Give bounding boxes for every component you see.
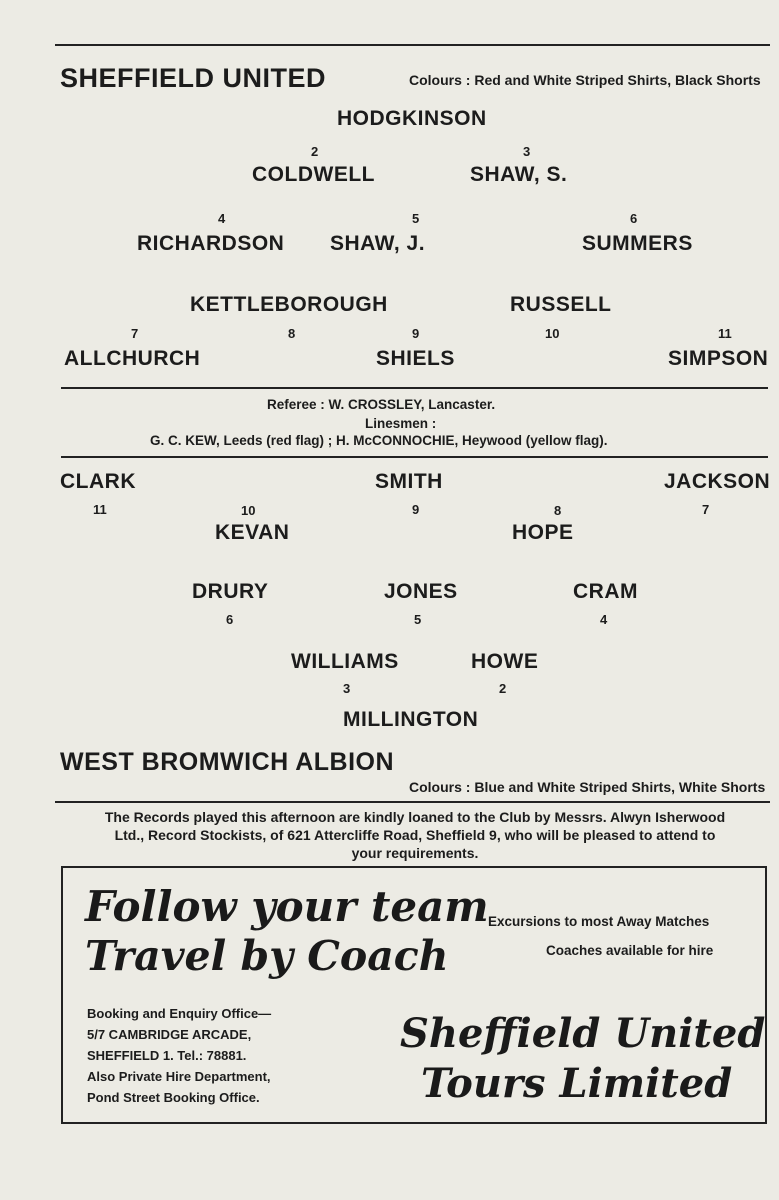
away-team-colours: Colours : Blue and White Striped Shirts, White Shorts	[409, 779, 766, 795]
records-note-line-3: your requirements.	[351, 845, 479, 861]
advert-company-2: Tours Limited	[421, 1060, 733, 1107]
address-line-5: Pond Street Booking Office.	[87, 1090, 260, 1105]
away-player-millington: MILLINGTON	[343, 708, 479, 731]
records-note-line-2: Ltd., Record Stockists, of 621 Attercliffe Road, Sheffield 9, who will be pleased to attend to	[114, 827, 716, 843]
home-number-11: 11	[718, 326, 732, 341]
home-player-9: SHIELS	[376, 347, 455, 370]
linesmen: G. C. KEW, Leeds (red flag) ; H. McCONNOCHIE, Heywood (yellow flag).	[150, 433, 608, 448]
home-player-8: KETTLEBOROUGH	[190, 293, 388, 316]
advert-excursions: Excursions to most Away Matches	[488, 914, 710, 929]
address-line-4: Also Private Hire Department,	[87, 1069, 271, 1084]
records-note-line-1: The Records played this afternoon are kindly loaned to the Club by Messrs. Alwyn Isherwood	[104, 809, 726, 825]
home-player-3: SHAW, S.	[470, 163, 568, 186]
home-player-10: RUSSELL	[510, 293, 612, 316]
away-player-jones: JONES	[384, 580, 458, 603]
home-number-8: 8	[288, 326, 296, 341]
advert-coaches: Coaches available for hire	[546, 943, 714, 958]
away-player-kevan: KEVAN	[215, 521, 290, 544]
home-team-colours: Colours : Red and White Striped Shirts, Black Shorts	[409, 72, 761, 88]
away-player-drury: DRURY	[192, 580, 269, 603]
home-player-4: RICHARDSON	[137, 232, 285, 255]
advert-headline-1: Follow your team	[85, 882, 489, 931]
home-player-1: HODGKINSON	[337, 107, 487, 130]
address-line-2: 5/7 CAMBRIDGE ARCADE,	[87, 1027, 252, 1042]
home-number-7: 7	[131, 326, 139, 341]
home-player-11: SIMPSON	[668, 347, 769, 370]
show-through-text	[400, 40, 760, 800]
away-player-clark: CLARK	[60, 470, 136, 493]
away-number-3: 3	[343, 681, 351, 696]
address-line-1: Booking and Enquiry Office—	[87, 1006, 272, 1021]
away-number-5: 5	[414, 612, 422, 627]
officials-top-divider	[61, 387, 768, 389]
away-player-smith: SMITH	[375, 470, 443, 493]
home-player-2: COLDWELL	[252, 163, 375, 186]
home-number-4: 4	[218, 211, 226, 226]
linesmen-label: Linesmen :	[365, 416, 437, 431]
home-number-10: 10	[545, 326, 560, 341]
away-number-11: 11	[93, 502, 107, 517]
away-player-williams: WILLIAMS	[291, 650, 399, 673]
away-number-9: 9	[412, 502, 420, 517]
advert-headline-2: Travel by Coach	[85, 932, 449, 980]
home-player-6: SUMMERS	[582, 232, 693, 255]
home-team-name: SHEFFIELD UNITED	[60, 63, 327, 93]
referee: Referee : W. CROSSLEY, Lancaster.	[267, 397, 496, 412]
top-divider	[55, 44, 770, 46]
records-note	[55, 808, 775, 862]
away-number-10: 10	[241, 503, 256, 518]
away-number-8: 8	[554, 503, 562, 518]
home-player-5: SHAW, J.	[330, 232, 426, 255]
away-player-cram: CRAM	[573, 580, 638, 603]
home-number-3: 3	[523, 144, 531, 159]
away-player-hope: HOPE	[512, 521, 574, 544]
advert-company-1: Sheffield United	[400, 1010, 766, 1057]
home-number-9: 9	[412, 326, 420, 341]
away-player-jackson: JACKSON	[664, 470, 771, 493]
officials-bottom-divider	[61, 456, 768, 458]
away-team-name: WEST BROMWICH ALBION	[60, 748, 395, 776]
away-number-2: 2	[499, 681, 507, 696]
away-number-4: 4	[600, 612, 608, 627]
records-divider	[55, 801, 770, 803]
away-number-6: 6	[226, 612, 234, 627]
home-number-2: 2	[311, 144, 319, 159]
home-player-7: ALLCHURCH	[64, 347, 201, 370]
advert-address	[87, 1003, 271, 1108]
home-number-6: 6	[630, 211, 638, 226]
address-line-3: SHEFFIELD 1. Tel.: 78881.	[87, 1048, 247, 1063]
coach-advert	[61, 866, 767, 1124]
home-number-5: 5	[412, 211, 420, 226]
away-number-7: 7	[702, 502, 710, 517]
away-player-howe: HOWE	[471, 650, 539, 673]
